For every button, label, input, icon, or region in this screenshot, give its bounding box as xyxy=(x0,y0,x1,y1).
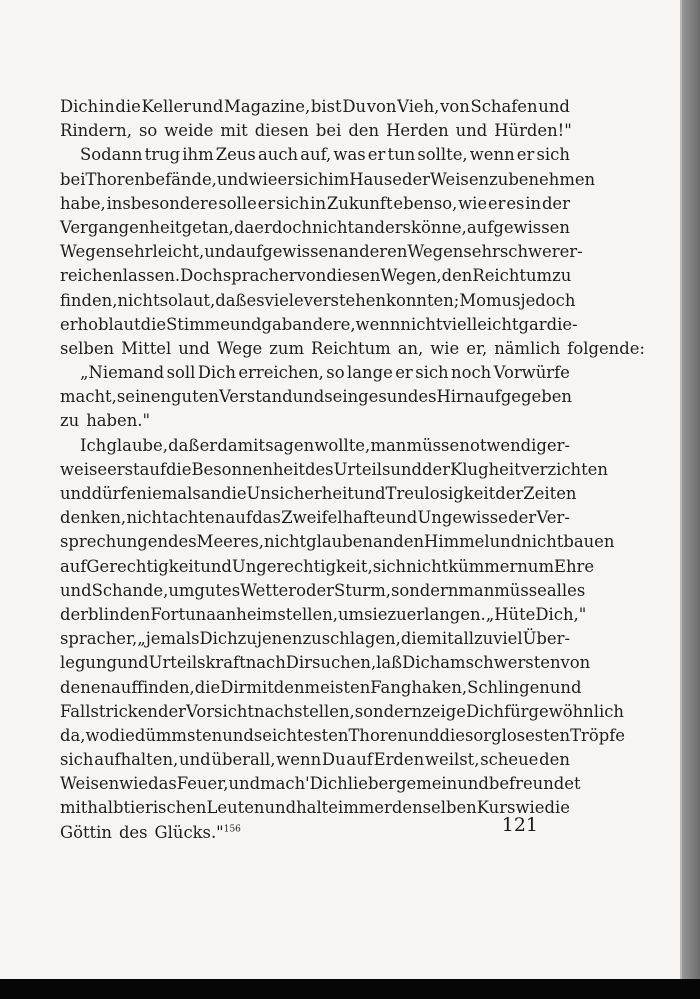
text-line: bei Thoren befände, und wie er sich im Hause der Weisen zu benehmen xyxy=(60,169,596,189)
text-line: legung und Urteilskraft nach Dir suchen, laß Dich am schwersten von xyxy=(60,653,591,673)
text-line: Rindern, so weide mit diesen bei den Herden und Hürden!" xyxy=(60,121,572,141)
footnote-ref: 156 xyxy=(223,824,241,835)
text-line: zu haben." xyxy=(60,411,151,431)
scan-border xyxy=(0,979,700,999)
text-line: und dürfe niemals an die Unsicherheit und Treulosigkeit der Zeiten xyxy=(60,484,577,503)
text-line: habe, insbesondere solle er sich in Zukunft ebenso, wie er es in der xyxy=(60,193,570,213)
text-line: auf Gerechtigkeit und Ungerechtigkeit, sich nicht kümmern um Ehre xyxy=(60,556,595,576)
text-line: sich aufhalten, und überall, wenn Du auf Erden weilst, scheue den xyxy=(60,750,570,770)
text-line: denen auffinden, die Dir mit den meisten Fanghaken, Schlingen und xyxy=(60,677,582,697)
text-line: sprechungen des Meeres, nicht glauben an den Himmel und nicht bauen xyxy=(60,532,615,552)
text-line: weise erst auf die Besonnenheit des Urteils und der Klugheit verzichten xyxy=(60,459,608,479)
text-line: und Schande, um gutes Wetter oder Sturm, sondern man müsse alles xyxy=(60,580,586,600)
page-stack-edge xyxy=(680,0,700,980)
text-line: Weisen wie das Feuer, und mach' Dich lieber gemein und befreundet xyxy=(60,774,581,794)
text-line: da, wo die dümmsten und seichtesten Thoren und die sorglosesten Tröpfe xyxy=(60,725,625,745)
body-text xyxy=(60,95,645,845)
text-line: der blinden Fortuna anheimstellen, um sie zu erlangen. „Hüte Dich," xyxy=(60,604,587,624)
text-line: sprach er, „jemals Dich zu jenen zu schlagen, die mit allzuviel Über- xyxy=(60,629,570,649)
page-number: 121 xyxy=(501,814,538,836)
text-line: Göttin des Glücks."$^{156}$ xyxy=(60,822,241,842)
text-line: Ich glaube, daß er damit sagen wollte, man müsse notwendiger- xyxy=(80,435,570,455)
text-line: mit halbtierischen Leuten und halte immer denselben Kurs wie die xyxy=(60,798,570,818)
text-line: reichen lassen. Doch sprach er von diesen Wegen, den Reichtum zu xyxy=(60,266,572,286)
text-line: Dich in die Keller und Magazine, bist Du von Vieh, von Schafen und xyxy=(60,97,570,116)
text-line: selben Mittel und Wege zum Reichtum an, wie er, nämlich folgende: xyxy=(60,338,645,358)
text-line: Fallstricken der Vorsicht nachstellen, sondern zeige Dich für gewöhnlich xyxy=(60,701,624,721)
text-line: finden, nicht so laut, daß es viele verstehen konnten; Momus jedoch xyxy=(60,290,576,310)
text-line: „Niemand soll Dich erreichen, so lange er sich noch Vorwürfe xyxy=(80,363,570,383)
text-line: macht, seinen guten Verstand und sein gesundes Hirn aufgegeben xyxy=(60,387,572,407)
text-line: Vergangenheit getan, da er doch nicht anders könne, auf gewissen xyxy=(60,217,570,237)
text-line: erhob laut die Stimme und gab andere, wenn nicht vielleicht gar die- xyxy=(60,314,578,334)
text-line: Wegen sehr leicht, und auf gewissen anderen Wegen sehr schwer er- xyxy=(60,242,583,262)
text-line: denken, nicht achten auf das Zweifelhafte und Ungewisse der Ver- xyxy=(60,508,570,528)
text-line: Sodann trug ihm Zeus auch auf, was er tun sollte, wenn er sich xyxy=(80,145,570,165)
